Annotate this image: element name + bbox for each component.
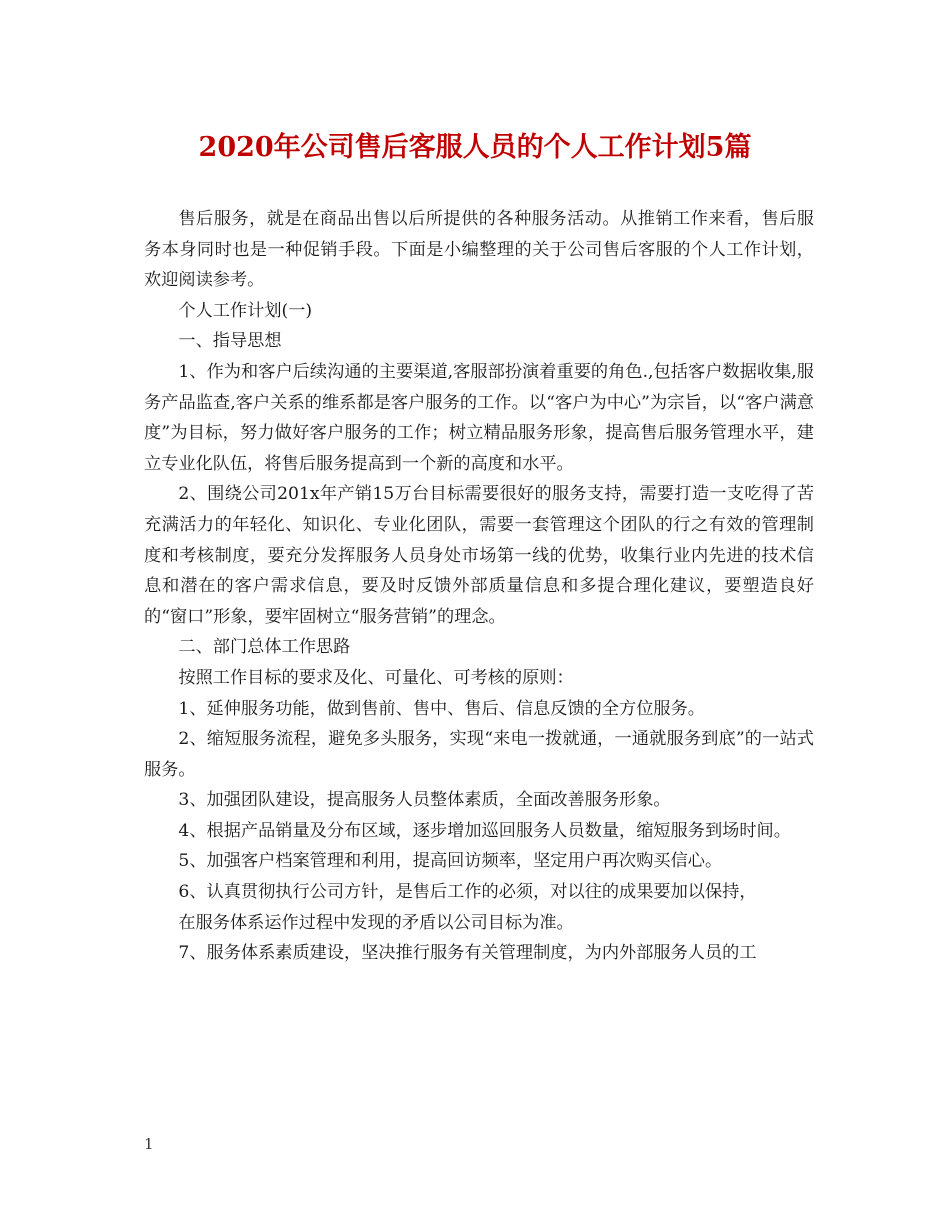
paragraph-section-1-heading: 一、指导思想	[178, 331, 282, 352]
document-title: 2020年公司售后客服人员的个人工作计划5篇	[198, 132, 752, 163]
paragraph-item-4: 4、根据产品销量及分布区域，逐步增加巡回服务人员数量，缩短服务到场时间。	[178, 820, 791, 841]
paragraph-item-1: 1、延伸服务功能，做到售前、售中、售后、信息反馈的全方位服务。	[178, 698, 705, 719]
paragraph-plan-heading: 个人工作计划(一)	[178, 300, 313, 321]
paragraph-guideline-2: 2、围绕公司201x年产销15万台目标需要很好的服务支持，需要打造一支吃得了苦充满活力的年轻化、知识化、专业化团队，需要一套管理这个团队的行之有效的管理制度和考核制度，要充分发挥服务人员身处市场第一线的优势，收集行业内先进的技术信息和潜在的客户需求信息，要及时反馈外部质量信息和多提合理化建议，要塑造良好的“窗口”形象，要牢固树立“服务营销”的理念。	[144, 484, 814, 627]
paragraph-item-5: 5、加强客户档案管理和利用，提高回访频率，坚定用户再次购买信心。	[178, 851, 723, 872]
paragraph-item-7: 7、服务体系素质建设，坚决推行服务有关管理制度，为内外部服务人员的工	[178, 943, 757, 964]
paragraph-guideline-1: 1、作为和客户后续沟通的主要渠道,客服部扮演着重要的角色.,包括客户数据收集,服务产品监查,客户关系的维系都是客户服务的工作。以“客户为中心”为宗旨，以“客户满意度”为目标，努力做好客户服务的工作；树立精品服务形象，提高售后服务管理水平，建立专业化队伍，将售后服务提高到一个新的高度和水平。	[144, 361, 814, 474]
paragraph-item-6: 6、认真贯彻执行公司方针，是售后工作的必须，对以往的成果要加以保持，	[178, 882, 757, 903]
paragraph-principle: 按照工作目标的要求及化、可量化、可考核的原则：	[178, 667, 574, 688]
paragraph-item-2: 2、缩短服务流程，避免多头服务，实现“来电一拨就通，一通就服务到底”的一站式服务。	[144, 729, 814, 780]
paragraph-intro: 售后服务，就是在商品出售以后所提供的各种服务活动。从推销工作来看，售后服务本身同时也是一种促销手段。下面是小编整理的关于公司售后客服的个人工作计划，欢迎阅读参考。	[144, 209, 814, 291]
paragraph-item-6-continued: 在服务体系运作过程中发现的矛盾以公司目标为准。	[178, 912, 574, 933]
page-number: 1	[144, 1135, 154, 1153]
document-body	[144, 204, 814, 969]
paragraph-section-2-heading: 二、部门总体工作思路	[178, 637, 351, 658]
paragraph-item-3: 3、加强团队建设，提高服务人员整体素质，全面改善服务形象。	[178, 790, 671, 811]
